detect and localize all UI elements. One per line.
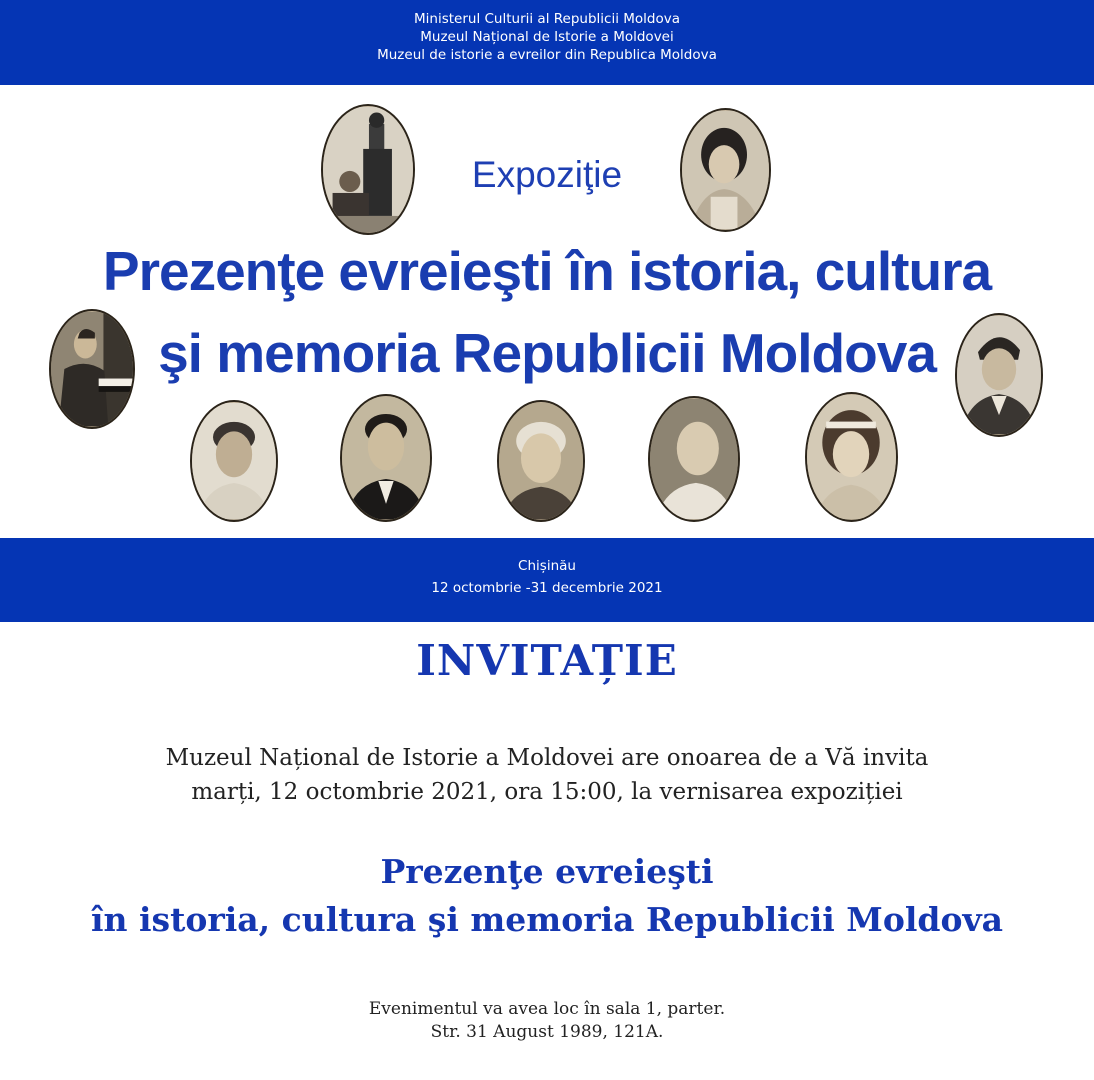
- banner-title-line2: şi memoria Republicii Moldova: [158, 322, 936, 384]
- invitation-heading: INVITAȚIE: [416, 636, 678, 685]
- venue-address: Str. 31 August 1989, 121A.: [430, 1022, 664, 1042]
- banner-title-line1: Prezenţe evreieşti în istoria, cultura: [102, 240, 992, 302]
- city-label: Chișinău: [518, 558, 576, 574]
- man-dark-suit-photo-icon: [342, 396, 430, 520]
- man-curly-photo-icon: [192, 402, 276, 520]
- portrait-elderly-woman: [497, 400, 585, 522]
- woman-headband-photo-icon: [807, 394, 896, 520]
- venue-line1: Evenimentul va avea loc în sala 1, parter.: [368, 999, 726, 1019]
- portrait-man-dark-suit: [340, 394, 432, 522]
- header-band: [0, 0, 1094, 85]
- portrait-bald-man: [648, 396, 740, 522]
- header-line-ministry: Ministerul Culturii al Republicii Moldova: [414, 11, 680, 27]
- invitation-text-line1: Muzeul Național de Istorie a Moldovei are onoarea de a Vă invita: [165, 745, 929, 771]
- dates-band: [0, 538, 1094, 622]
- exhibition-label: Expoziţie: [471, 154, 623, 195]
- header-line-jewish-museum: Muzeul de istorie a evreilor din Republica Moldova: [377, 47, 717, 63]
- exhibition-dates: 12 octombrie -31 decembrie 2021: [431, 580, 663, 596]
- exhibit-title-line2: în istoria, cultura şi memoria Republicii Moldova: [90, 900, 1004, 939]
- elderly-woman-photo-icon: [499, 402, 583, 520]
- portrait-man-curly-hair: [190, 400, 278, 522]
- invitation-text-line2: marți, 12 octombrie 2021, ora 15:00, la vernisarea expoziției: [191, 779, 903, 805]
- exhibit-title-line1: Prezenţe evreieşti: [380, 852, 714, 891]
- bald-man-photo-icon: [650, 398, 738, 520]
- portrait-woman-headband: [805, 392, 898, 522]
- header-line-national-museum: Muzeul Național de Istorie a Moldovei: [420, 29, 674, 45]
